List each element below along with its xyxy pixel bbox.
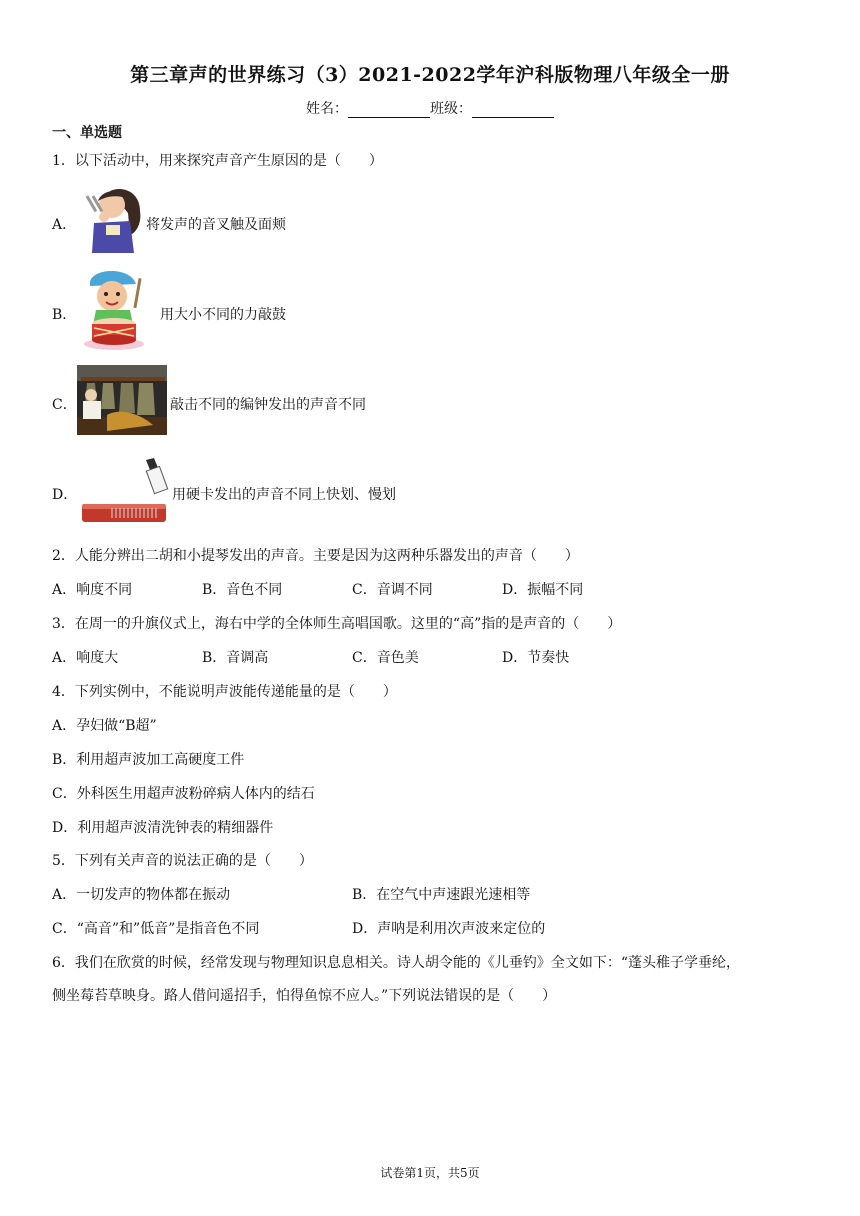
student-info: [0, 98, 860, 118]
name-blank[interactable]: [348, 103, 430, 118]
q5-option-a[interactable]: A．一切发声的物体都在振动: [52, 887, 231, 903]
q2-option-a[interactable]: A．响度不同: [52, 582, 133, 598]
q1-option-d-text: 用硬卡发出的声音不同上快划、慢划: [172, 487, 396, 503]
question-6-line-2: 侧坐莓苔草映身。路人借问遥招手，怕得鱼惊不应人。”下列说法错误的是（ ）: [52, 988, 557, 1004]
q1-option-b-letter[interactable]: B．: [52, 307, 77, 323]
boy-drum-image: [74, 264, 154, 352]
q2-option-d[interactable]: D．振幅不同: [502, 582, 584, 598]
question-6-line-1: 6．我们在欣赏的时候，经常发现与物理知识息息相关。诗人胡令能的《儿垂钓》全文如下：“蓬头稚子学垂纶，: [52, 955, 741, 971]
q4-option-a[interactable]: A．孕妇做“B超”: [52, 718, 157, 734]
girl-tuning-fork-image: [80, 183, 144, 253]
q1-option-d-letter[interactable]: D．: [52, 487, 78, 503]
class-label: 班级：: [430, 101, 472, 117]
chime-bells-image: [77, 365, 167, 435]
q4-option-d[interactable]: D．利用超声波清洗钟表的精细器件: [52, 820, 274, 836]
question-3-stem: 3．在周一的升旗仪式上，海右中学的全体师生高唱国歌。这里的“高”指的是声音的（ ）: [52, 616, 622, 632]
question-5-stem: 5．下列有关声音的说法正确的是（ ）: [52, 853, 313, 869]
page-title: 第三章声的世界练习（3）2021-2022学年沪科版物理八年级全一册: [130, 64, 730, 86]
question-1-stem: 1．以下活动中，用来探究声音产生原因的是（ ）: [52, 153, 383, 169]
name-label: 姓名：: [306, 101, 348, 117]
q1-option-c-letter[interactable]: C．: [52, 397, 77, 413]
q1-option-a-letter[interactable]: A．: [52, 217, 77, 233]
section-heading: 一、单选题: [52, 125, 122, 141]
q3-option-d[interactable]: D．节奏快: [502, 650, 570, 666]
q2-option-c[interactable]: C．音调不同: [352, 582, 433, 598]
question-2-stem: 2．人能分辨出二胡和小提琴发出的声音。主要是因为这两种乐器发出的声音（ ）: [52, 548, 579, 564]
q5-option-b[interactable]: B．在空气中声速跟光速相等: [352, 887, 531, 903]
q1-option-a-text: 将发声的音叉触及面颊: [146, 217, 286, 233]
q2-option-b[interactable]: B．音色不同: [202, 582, 283, 598]
class-blank[interactable]: [472, 103, 554, 118]
q3-option-b[interactable]: B．音调高: [202, 650, 269, 666]
q3-option-a[interactable]: A．响度大: [52, 650, 119, 666]
card-comb-image: [80, 456, 170, 526]
q4-option-c[interactable]: C．外科医生用超声波粉碎病人体内的结石: [52, 786, 315, 802]
q1-option-b-text: 用大小不同的力敲鼓: [160, 307, 286, 323]
q3-option-c[interactable]: C．音色美: [352, 650, 419, 666]
q5-option-c[interactable]: C．“高音”和”低音”是指音色不同: [52, 921, 260, 937]
q5-option-d[interactable]: D．声呐是利用次声波来定位的: [352, 921, 546, 937]
q1-option-c-text: 敲击不同的编钟发出的声音不同: [170, 397, 366, 413]
question-4-stem: 4．下列实例中，不能说明声波能传递能量的是（ ）: [52, 684, 397, 700]
q4-option-b[interactable]: B．利用超声波加工高硬度工件: [52, 752, 245, 768]
page-footer: 试卷第1页，共5页: [380, 1166, 480, 1180]
